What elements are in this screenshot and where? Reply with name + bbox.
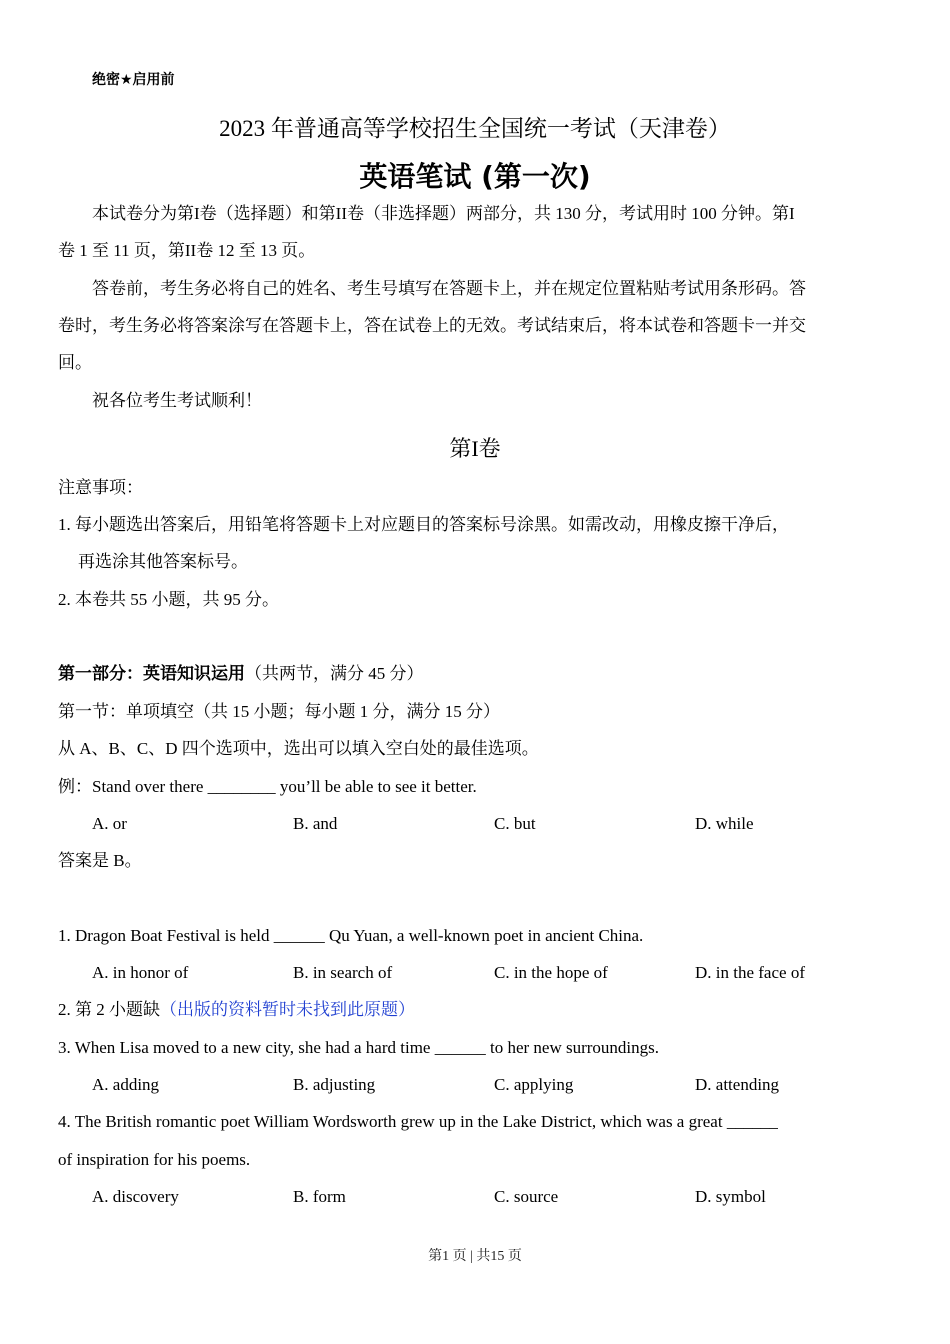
- example-question: [58, 778, 477, 795]
- intro-paragraph-3: 祝各位考生考试顺利！: [92, 391, 262, 410]
- question-4-text-line-2: of inspiration for his poems.: [58, 1150, 251, 1169]
- question-3-option-c: C. applying: [494, 1075, 574, 1094]
- question-4-option-d: D. symbol: [695, 1187, 766, 1206]
- intro-paragraph-2-line-1: 答卷前，考生务必将自己的姓名、考生号填写在答题卡上，并在规定位置粘贴考试用条形码。答: [92, 279, 806, 298]
- confidential-label: 绝密★启用前: [92, 72, 175, 88]
- notes-item-2: 2. 本卷共 55 小题，共 95 分。: [58, 590, 279, 609]
- notes-heading: 注意事项：: [58, 478, 143, 497]
- question-1-option-c: C. in the hope of: [494, 963, 608, 982]
- exam-sub-title: 英语笔试 (第一次): [359, 160, 591, 193]
- part1-title: [58, 665, 424, 683]
- question-3-option-d: D. attending: [695, 1075, 780, 1094]
- part1-title-rest: （共两节，满分 45 分）: [245, 664, 424, 683]
- question-1-option-a: A. in honor of: [92, 963, 189, 982]
- intro-paragraph-2-line-3: 回。: [58, 353, 92, 372]
- question-2-text: 2. 第 2 小题缺: [58, 1000, 160, 1019]
- example-text: Stand over there ________ you’ll be able to see it better.: [92, 777, 477, 796]
- question-4-option-c: C. source: [494, 1187, 559, 1206]
- page-footer: 第1 页 | 共15 页: [428, 1249, 522, 1264]
- section1-heading: 第一节：单项填空（共 15 小题；每小题 1 分，满分 15 分）: [58, 702, 500, 721]
- question-4-option-a: A. discovery: [92, 1187, 179, 1206]
- part1-title-bold: 第一部分：英语知识运用: [58, 664, 245, 684]
- intro-paragraph-2-line-2: 卷时，考生务必将答案涂写在答题卡上，答在试卷上的无效。考试结束后，将本试卷和答题卡一并交: [58, 316, 806, 335]
- example-answer: 答案是 B。: [58, 851, 142, 870]
- question-2-missing-note: （出版的资料暂时未找到此原题）: [160, 1000, 415, 1019]
- notes-item-1-line-2: 再选涂其他答案标号。: [78, 552, 248, 571]
- section1-instruction: 从 A、B、C、D 四个选项中，选出可以填入空白处的最佳选项。: [58, 739, 539, 758]
- exam-main-title: 2023 年普通高等学校招生全国统一考试（天津卷）: [219, 116, 731, 141]
- question-1-text: 1. Dragon Boat Festival is held ______ Qu Yuan, a well-known poet in ancient China.: [58, 926, 644, 945]
- example-option-d: D. while: [695, 814, 754, 833]
- example-option-a: A. or: [92, 814, 127, 833]
- example-option-c: C. but: [494, 814, 536, 833]
- question-1-option-b: B. in search of: [293, 963, 393, 982]
- question-2: [58, 1001, 415, 1018]
- notes-item-1-line-1: 1. 每小题选出答案后，用铅笔将答题卡上对应题目的答案标号涂黑。如需改动，用橡皮擦干净后，: [58, 515, 789, 534]
- question-3-option-b: B. adjusting: [293, 1075, 376, 1094]
- question-4-option-b: B. form: [293, 1187, 346, 1206]
- intro-paragraph-1-line-2: 卷 1 至 11 页，第II卷 12 至 13 页。: [58, 241, 316, 260]
- example-prefix: 例：: [58, 777, 92, 796]
- intro-paragraph-1-line-1: 本试卷分为第I卷（选择题）和第II卷（非选择题）两部分，共 130 分，考试用时 100 分钟。第I: [92, 204, 795, 223]
- example-option-b: B. and: [293, 814, 338, 833]
- volume-title: 第I卷: [449, 436, 501, 461]
- question-4-text-line-1: 4. The British romantic poet William Wordsworth grew up in the Lake District, which was a great ______: [58, 1112, 778, 1131]
- question-3-option-a: A. adding: [92, 1075, 160, 1094]
- question-3-text: 3. When Lisa moved to a new city, she had a hard time ______ to her new surroundings.: [58, 1038, 660, 1057]
- question-1-option-d: D. in the face of: [695, 963, 805, 982]
